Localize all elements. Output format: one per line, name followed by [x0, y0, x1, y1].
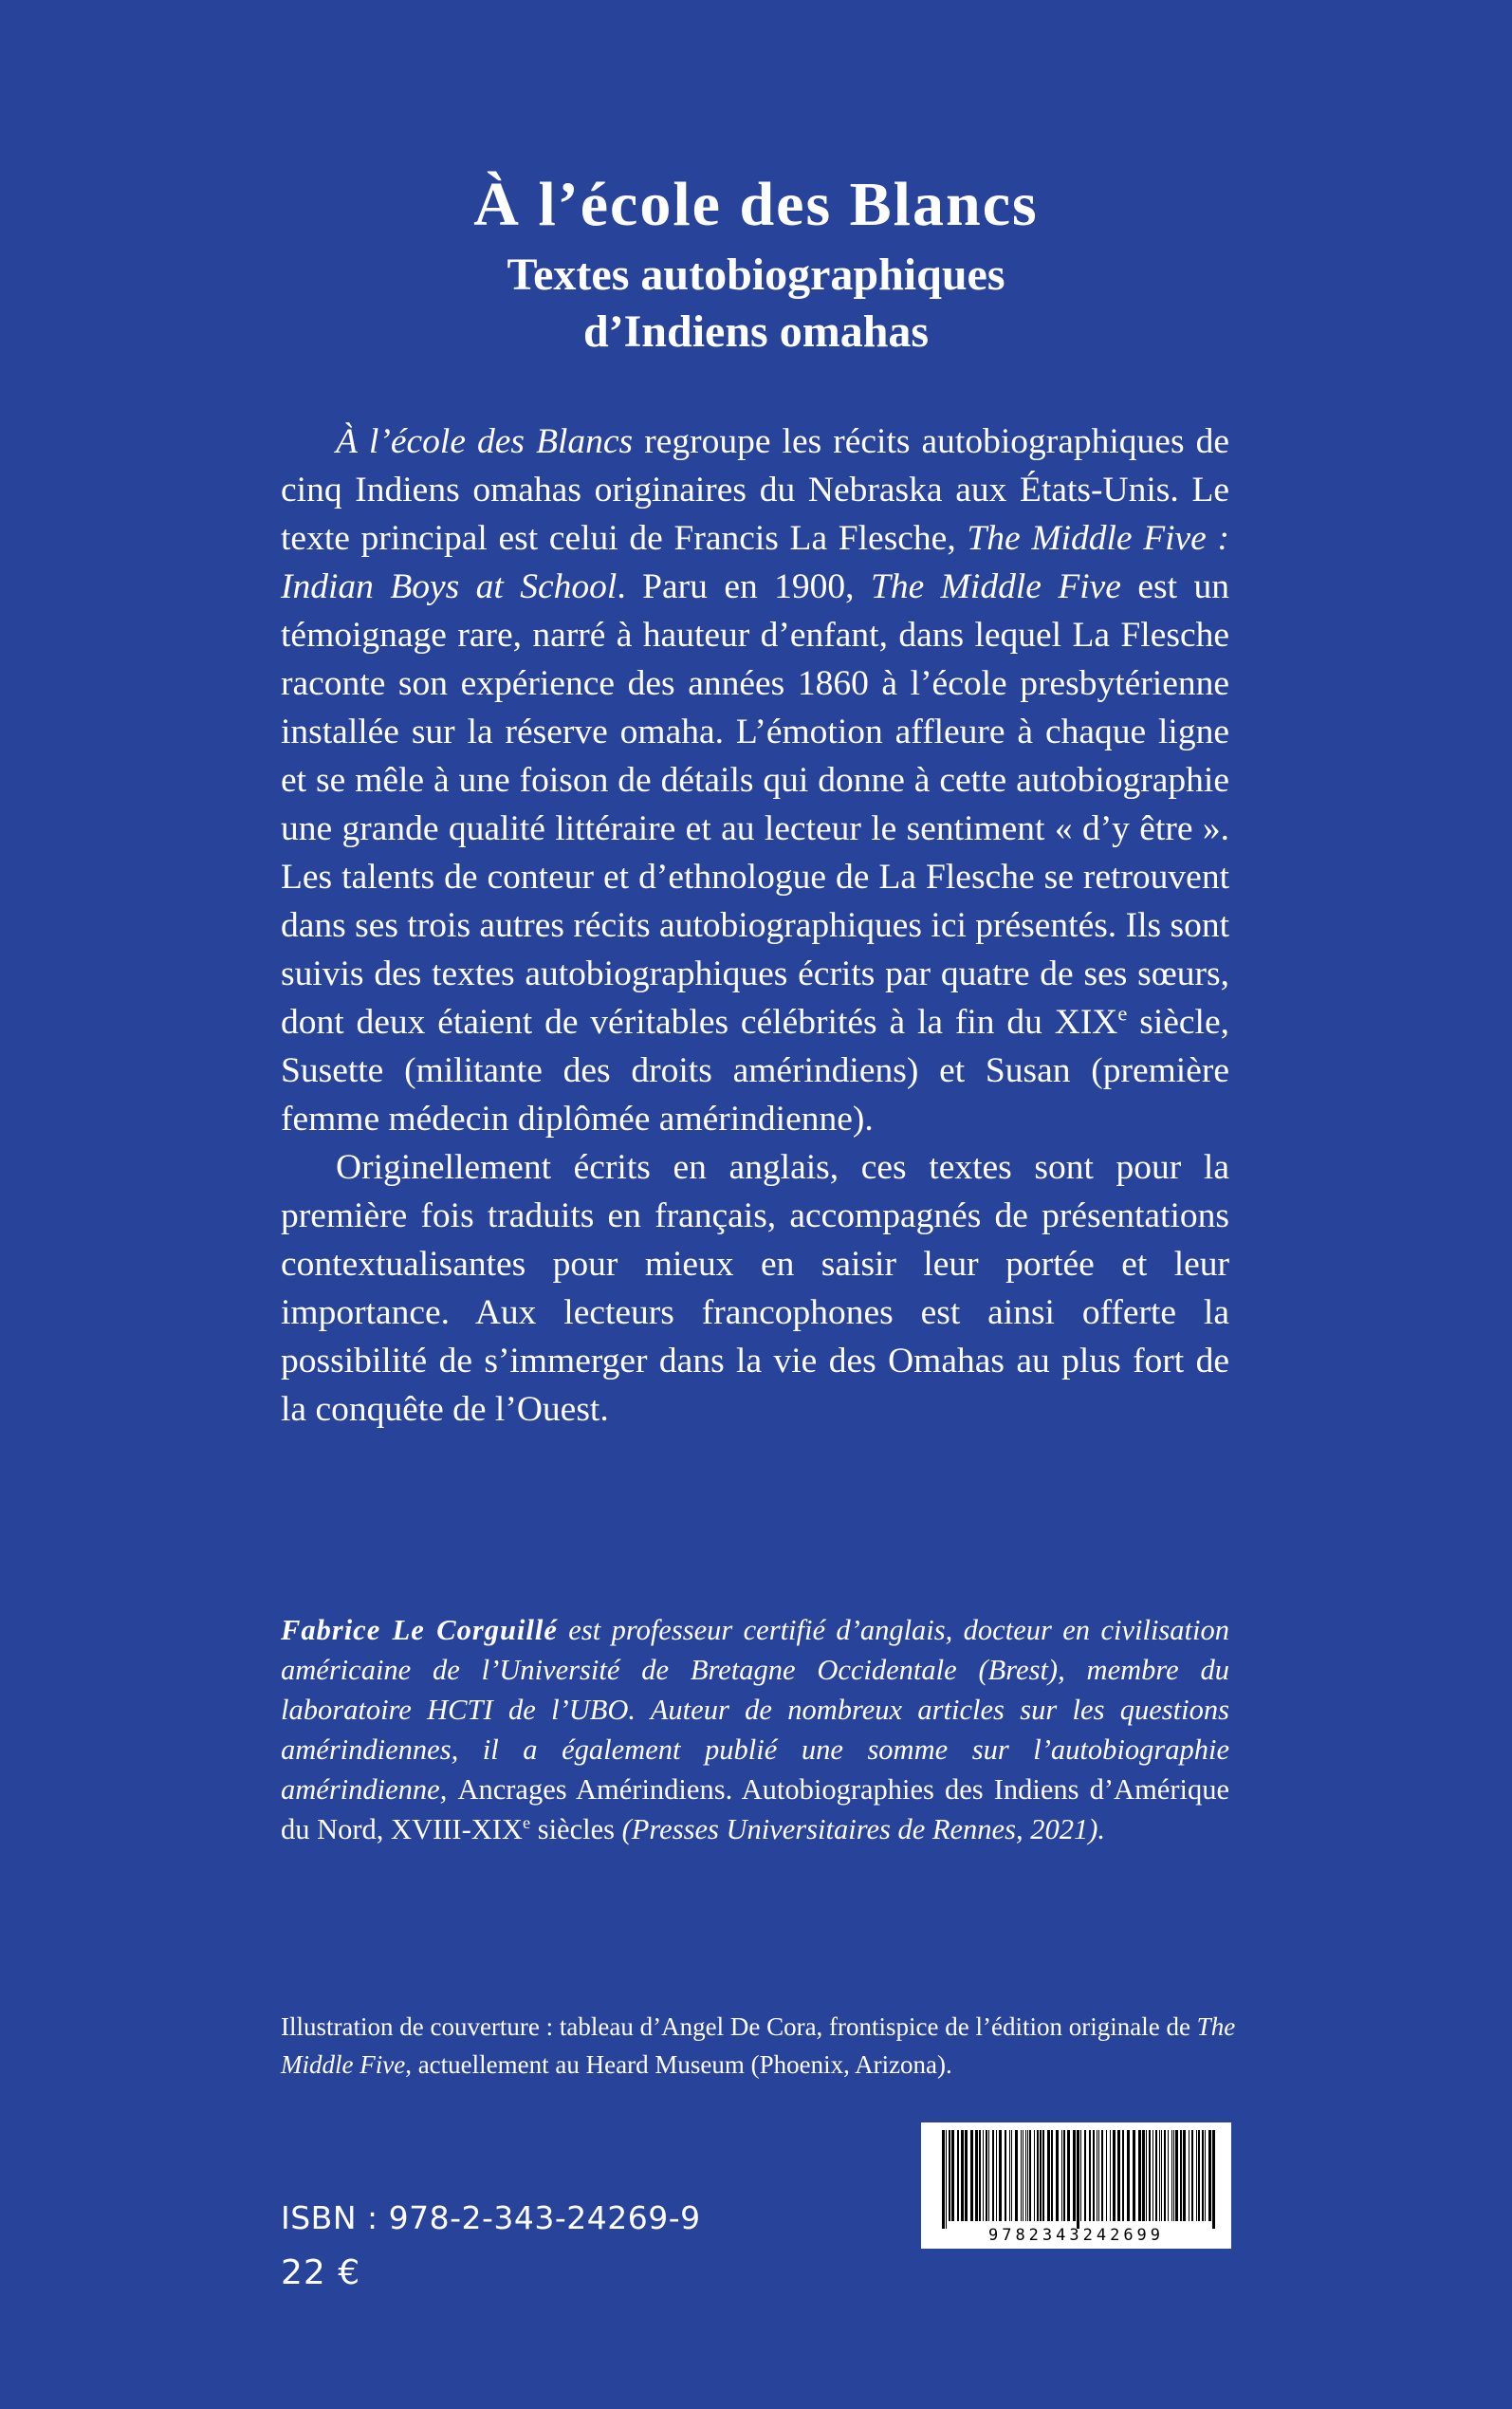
barcode-bar	[1027, 2130, 1028, 2221]
text-run: The Middle Five : Indian Boys at School	[281, 519, 1229, 606]
barcode-bar	[1164, 2130, 1166, 2221]
barcode-bar	[1037, 2130, 1039, 2221]
barcode-bar	[1180, 2130, 1182, 2221]
barcode-bar	[1142, 2130, 1145, 2221]
barcode-bar	[1202, 2130, 1204, 2221]
barcode-bar	[996, 2130, 997, 2221]
barcode-bar	[1084, 2130, 1086, 2221]
text-run: siècles	[530, 1813, 616, 1845]
barcode-bar	[1212, 2130, 1215, 2229]
subtitle-line-1: Textes autobiographiques	[507, 250, 1005, 300]
barcode-bar	[979, 2130, 981, 2221]
book-subtitle	[0, 247, 1512, 361]
barcode-bar	[1138, 2130, 1141, 2221]
barcode-bar	[1191, 2130, 1193, 2221]
barcode-bar	[1171, 2130, 1172, 2221]
barcode-bar	[999, 2130, 1002, 2221]
barcode-bar	[1106, 2130, 1107, 2221]
text-run: e	[522, 1812, 531, 1832]
barcode-bar	[1077, 2130, 1079, 2229]
barcode-bar	[1015, 2130, 1018, 2221]
text-run: est professeur certifié d’anglais, docteur en civilisation américaine de l’Université de Bretagne Occidentale (Brest), membre du laboratoire HCTI de l’UBO. Auteur de nombreux articles sur les questions amérindiennes, il a également publié une somme sur l’autobiographie amérindienne,	[281, 1614, 1229, 1806]
barcode-bar	[1208, 2130, 1211, 2221]
barcode-bar	[970, 2130, 973, 2221]
barcode-bar	[983, 2130, 984, 2221]
text-run: À l’école des Blancs	[336, 422, 634, 461]
barcode-bar	[975, 2130, 978, 2221]
barcode-bar	[1056, 2130, 1059, 2221]
barcode-bar	[1168, 2130, 1169, 2221]
barcode-bar	[1021, 2130, 1022, 2221]
author-bio	[281, 1610, 1229, 1849]
price: 22 €	[281, 2253, 361, 2292]
barcode-bar	[1205, 2130, 1206, 2221]
barcode-bar	[1133, 2130, 1135, 2221]
barcode-bar	[1009, 2130, 1010, 2221]
barcode-bar	[957, 2130, 959, 2221]
text-run: The Middle Five	[281, 2012, 1236, 2079]
barcode-bar	[1063, 2130, 1065, 2221]
barcode-bar	[1122, 2130, 1124, 2221]
text-run: siècle, Susette (militante des droits amérindiens) et Susan (première femme médecin diplômée amérindienne).	[281, 1003, 1229, 1139]
barcode-bar	[1101, 2130, 1103, 2221]
text-run: est un témoignage rare, narré à hauteur d’enfant, dans lequel La Flesche raconte son expérience des années 1860 à l’école presbytérienne installée sur la réserve omaha. L’émotion affleure à chaque ligne et se mêle à une foison de détails qui donne à cette autobiographie une grande qualité littéraire et au lecteur le sentiment « d’y être ». Les talents de conteur et d’ethnologue de La Flesche se retrouvent dans ses trois autres récits autobiographiques ici présentés. Ils sont suivis des textes autobiographiques écrits par quatre de ses sœurs, dont deux étaient de véritables célébrités à la fin du XIX	[281, 567, 1229, 1042]
barcode-bar	[1029, 2130, 1031, 2221]
barcode-bar	[1159, 2130, 1160, 2221]
barcode-bar	[1173, 2130, 1174, 2221]
barcode-bar	[1040, 2130, 1042, 2221]
text-run: e	[1117, 1001, 1128, 1026]
barcode-bar	[1051, 2130, 1053, 2221]
barcode-bar	[1025, 2130, 1026, 2221]
description	[281, 417, 1229, 1434]
barcode-bar	[1161, 2130, 1162, 2221]
barcode	[921, 2122, 1231, 2249]
text-run: . Paru en 1900,	[617, 567, 871, 606]
barcode-bar	[1149, 2130, 1151, 2221]
subtitle-line-2: d’Indiens omahas	[582, 306, 930, 357]
barcode-bar	[1034, 2130, 1035, 2221]
text-run: regroupe les récits autobiographiques de cinq Indiens omahas originaires du Nebraska aux États-Unis. Le texte principal est celui de Francis La Flesche,	[281, 422, 1230, 558]
barcode-bar	[1073, 2130, 1076, 2221]
barcode-bar	[1152, 2130, 1153, 2221]
barcode-image	[921, 2122, 1231, 2249]
barcode-bar	[1110, 2130, 1111, 2221]
barcode-bar	[1005, 2130, 1006, 2221]
barcode-bar	[1146, 2130, 1147, 2221]
barcode-bar	[1042, 2130, 1044, 2221]
barcode-bar	[1089, 2130, 1091, 2221]
barcode-bar	[1127, 2130, 1130, 2221]
barcode-bar	[992, 2130, 994, 2221]
barcode-bar	[946, 2130, 947, 2229]
barcode-digits: 9782343242699	[987, 2226, 1165, 2245]
text-run: Ancrages Amérindiens. Autobiographies des Indiens d’Amérique du Nord, XVIII-XIX	[281, 1773, 1229, 1845]
barcode-bar	[1047, 2130, 1050, 2221]
barcode-bar	[951, 2130, 954, 2221]
barcode-bar	[1093, 2130, 1095, 2221]
barcode-bar	[988, 2130, 989, 2221]
text-run: , actuellement au Heard Museum (Phoenix, Arizona).	[405, 2050, 952, 2079]
description-paragraph-1	[281, 417, 1229, 1143]
barcode-bar	[1175, 2130, 1178, 2221]
text-run: Fabrice Le Corguillé	[281, 1614, 558, 1646]
isbn: ISBN : 978-2-343-24269-9	[281, 2199, 701, 2236]
text-run: (Presses Universitaires de Rennes, 2021).	[615, 1813, 1105, 1845]
barcode-bar	[1155, 2130, 1157, 2221]
barcode-bar	[1067, 2130, 1070, 2221]
barcode-bar	[1061, 2130, 1062, 2221]
barcode-bar	[949, 2130, 950, 2221]
barcode-bar	[942, 2130, 945, 2229]
cover-credit	[281, 2008, 1248, 2084]
barcode-bar	[1080, 2130, 1081, 2221]
text-run: Illustration de couverture : tableau d’Angel De Cora, frontispice de l’édition originale de	[281, 2012, 1197, 2041]
barcode-bar	[1011, 2130, 1012, 2221]
description-paragraph-2: Originellement écrits en anglais, ces textes sont pour la première fois traduits en français, accompagnés de présentations contextualisantes pour mieux en saisir leur portée et leur importance. Aux lecteurs francophones est ainsi offerte la possibilité de s’immerger dans la vie des Omahas au plus fort de la conquête de l’Ouest.	[281, 1148, 1229, 1429]
barcode-bar	[1117, 2130, 1120, 2221]
barcode-bar	[961, 2130, 964, 2221]
barcode-bar	[1183, 2130, 1186, 2221]
book-title: À l’école des Blancs	[473, 170, 1039, 239]
barcode-bar	[1196, 2130, 1197, 2221]
barcode-bar	[1113, 2130, 1116, 2221]
text-run: The Middle Five	[870, 567, 1121, 606]
barcode-bar	[1198, 2130, 1200, 2221]
barcode-bar	[1098, 2130, 1099, 2221]
barcode-bar	[965, 2130, 968, 2221]
barcode-bar	[986, 2130, 987, 2221]
